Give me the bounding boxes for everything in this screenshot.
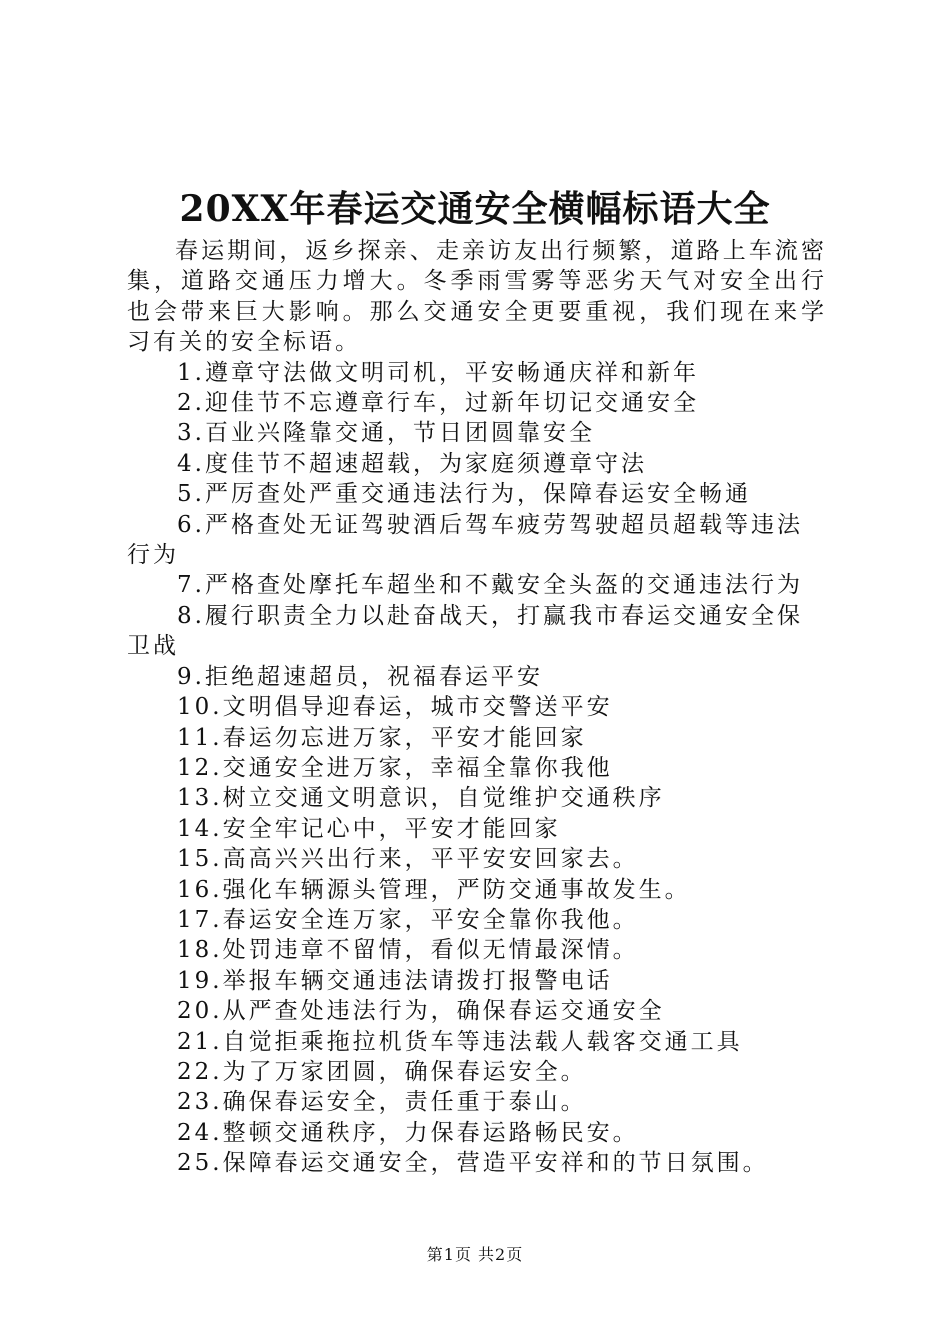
slogan-item: 23.确保春运安全，责任重于泰山。	[177, 1089, 587, 1116]
slogan-item: 1.遵章守法做文明司机，平安畅通庆祥和新年	[177, 359, 699, 386]
slogan-item: 17.春运安全连万家，平安全靠你我他。	[177, 906, 639, 933]
slogan-item: 16.强化车辆源头管理，严防交通事故发生。	[177, 876, 691, 903]
slogan-item: 12.交通安全进万家，幸福全靠你我他	[177, 754, 613, 781]
slogan-item: 18.处罚违章不留情，看似无情最深情。	[177, 937, 639, 964]
slogan-item: 9.拒绝超速超员，祝福春运平安	[177, 663, 543, 690]
slogan-item: 25.保障春运交通安全，营造平安祥和的节日氛围。	[177, 1150, 769, 1177]
slogan-item: 21.自觉拒乘拖拉机货车等违法载人载客交通工具	[177, 1028, 743, 1055]
slogan-item: 4.度佳节不超速超载，为家庭须遵章守法	[177, 450, 647, 477]
page-footer: 第1页 共2页	[426, 1245, 524, 1264]
slogan-item: 13.树立交通文明意识，自觉维护交通秩序	[177, 785, 665, 812]
slogan-item: 20.从严查处违法行为，确保春运交通安全	[177, 998, 665, 1025]
slogan-item: 14.安全牢记心中，平安才能回家	[177, 815, 561, 842]
slogan-item: 10.文明倡导迎春运，城市交警送平安	[177, 694, 613, 721]
slogan-item: 8.履行职责全力以赴奋战天，打赢我市春运交通安全保卫战	[127, 602, 803, 660]
slogan-item: 24.整顿交通秩序，力保春运路畅民安。	[177, 1119, 639, 1146]
slogan-item: 22.为了万家团圆，确保春运安全。	[177, 1058, 587, 1085]
slogan-item: 5.严厉查处严重交通违法行为，保障春运安全畅通	[177, 481, 751, 508]
slogan-item: 19.举报车辆交通违法请拨打报警电话	[177, 967, 613, 994]
slogan-item: 3.百业兴隆靠交通，节日团圆靠安全	[177, 420, 595, 447]
slogan-item: 6.严格查处无证驾驶酒后驾车疲劳驾驶超员超载等违法行为	[127, 511, 803, 569]
slogan-item: 15.高高兴兴出行来，平平安安回家去。	[177, 846, 639, 873]
document-body	[127, 236, 827, 1179]
slogan-item: 11.春运勿忘进万家，平安才能回家	[177, 724, 587, 751]
slogan-item: 7.严格查处摩托车超坐和不戴安全头盔的交通违法行为	[177, 572, 803, 599]
slogan-item: 2.迎佳节不忘遵章行车，过新年切记交通安全	[177, 390, 699, 417]
slogan-list	[127, 358, 827, 1179]
intro-paragraph: 春运期间，返乡探亲、走亲访友出行频繁，道路上车流密集，道路交通压力增大。冬季雨雪雾等恶劣天气对安全出行也会带来巨大影响。那么交通安全更要重视，我们现在来学习有关的安全标语。	[127, 238, 827, 356]
document-title: 20XX年春运交通安全横幅标语大全	[179, 188, 771, 230]
